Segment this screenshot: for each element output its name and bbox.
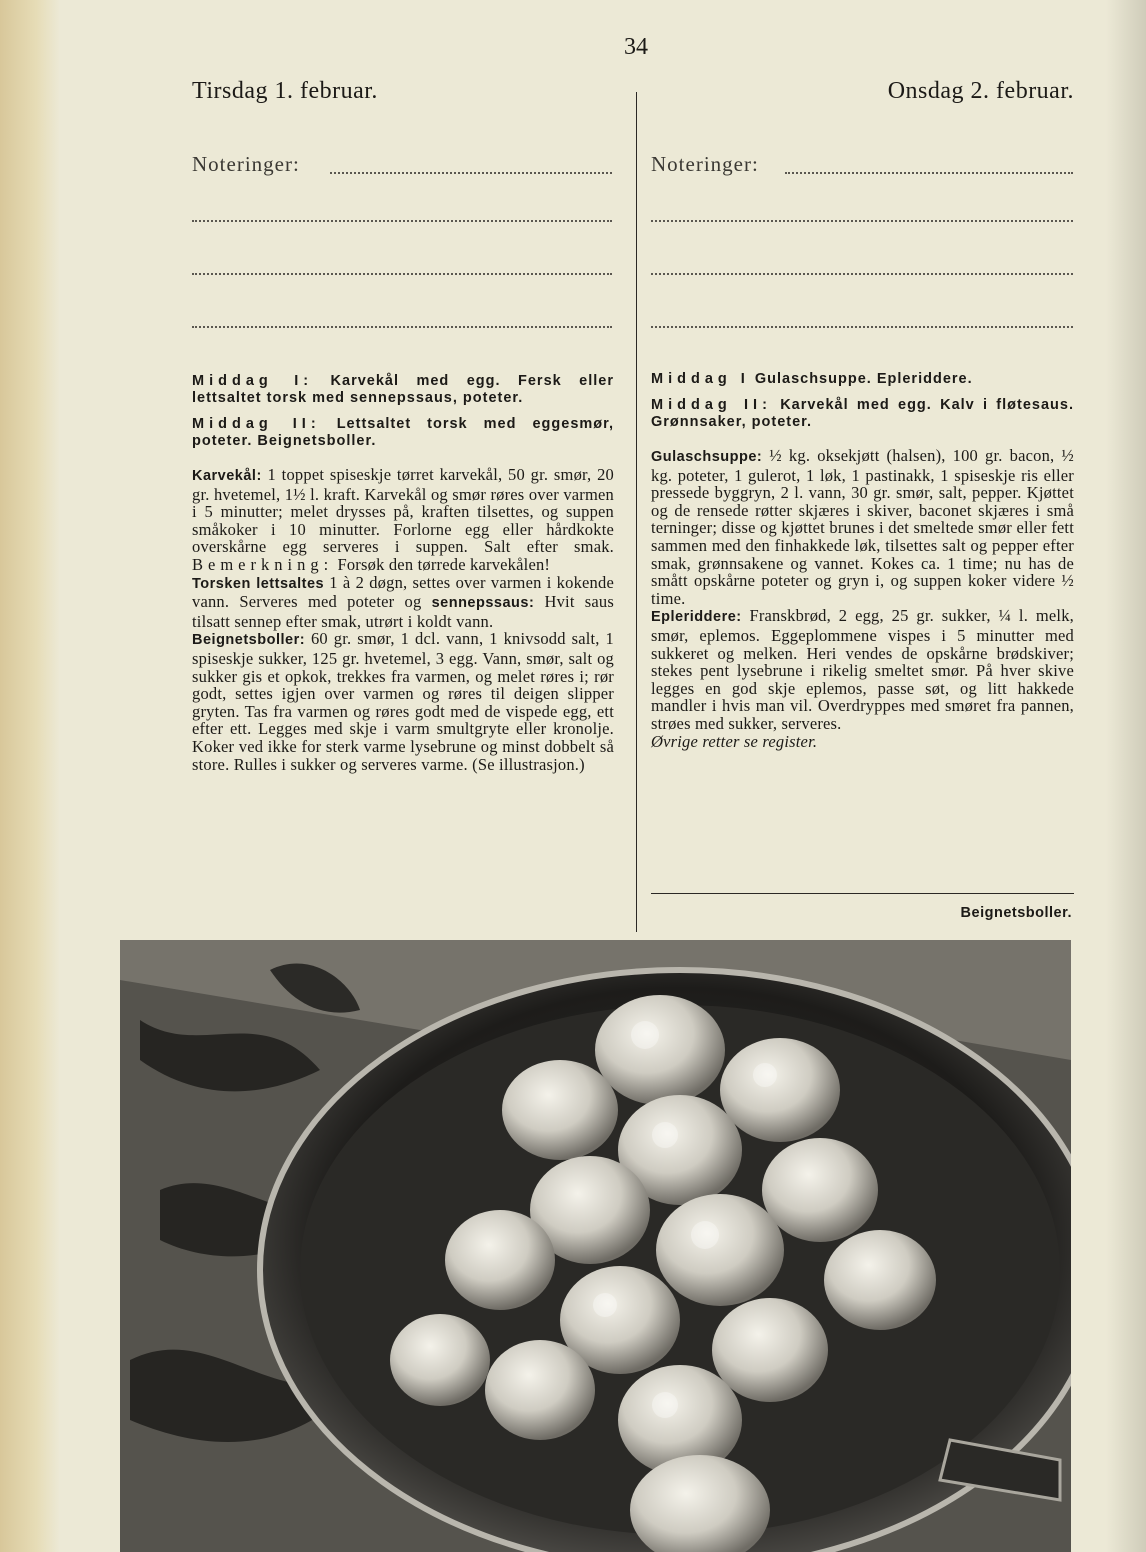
notes-line-right-3[interactable]: [651, 273, 1073, 275]
menu-text: Karvekål med egg. Kalv i fløtesaus. Grønnsaker, poteter.: [651, 397, 1074, 430]
recipe-label: Epleriddere:: [651, 609, 742, 626]
page-number: 34: [624, 34, 648, 60]
notes-line-right-4[interactable]: [651, 326, 1073, 328]
recipe-beignetsboller: [192, 630, 614, 773]
recipe-label: Beignetsboller:: [192, 632, 306, 649]
menu-text: Lettsaltet torsk med eggesmør, poteter. Beignetsboller.: [192, 416, 615, 449]
menu-label: Middag I: [651, 371, 750, 387]
menu-dinner-2-right: [651, 397, 1074, 431]
page-edge-right: [1106, 0, 1146, 1552]
notes-line-right-2[interactable]: [651, 220, 1073, 222]
menu-text: Karvekål med egg. Fersk eller lettsaltet torsk med sennepssaus, poteter.: [192, 373, 614, 406]
menu-label: Middag II:: [192, 416, 321, 432]
menu-dinner-1-right: [651, 371, 1074, 388]
recipe-text: 1 toppet spiseskje tørret karvekål, 50 gr. smør, 20 gr. hvetemel, 1½ l. kraft. Karvekål og smør røres over varmen i 5 minutter; melet drysses på, kraften tilsettes, og suppen småkoker i 10 minutter. Forlorne egg eller hårdkokte overskårne egg serveres i suppen. Salt efter smak.: [192, 465, 614, 557]
recipe-gulaschsuppe: [651, 447, 1074, 607]
notes-line-left-4[interactable]: [192, 326, 612, 328]
recipe-torsken: [192, 574, 614, 631]
recipe-label: Karvekål:: [192, 468, 262, 484]
notes-line-right-1[interactable]: [785, 172, 1073, 174]
beignets-illustration: [120, 940, 1071, 1552]
recipe-karvekal: [192, 466, 614, 574]
recipe-text: 60 gr. smør, 1 dcl. vann, 1 knivsodd salt, 1 spiseskje sukker, 125 gr. hvetemel, 3 egg. Vann, smør, salt og sukker gis et opkok, trekkes fra varmen, og melet røres i; rør godt, settes igjen over varmen og røres til deigen slipper gryten. Tas fra varmen og røres godt med de vispede egg, ett efter ett. Legges med skje i varm smultgryte eller kronolje. Koker ved ikke for sterk varme lysebrune og minst dobbelt så store. Rulles i sukker og serveres varme. (Se illustrasjon.): [192, 629, 615, 774]
notes-label-left: Noteringer:: [192, 152, 300, 176]
left-column: [192, 373, 614, 773]
caption-rule: [651, 893, 1074, 894]
notes-line-left-1[interactable]: [330, 172, 612, 174]
notes-label-right: Noteringer:: [651, 152, 759, 176]
column-divider: [636, 92, 637, 932]
menu-label: Middag II:: [651, 397, 772, 413]
recipe-epleriddere: [651, 607, 1074, 732]
day-title-tuesday: Tirsdag 1. februar.: [192, 78, 378, 104]
beignets-photo: [120, 940, 1071, 1552]
menu-dinner-1-left: [192, 373, 614, 407]
recipe-label: Torsken lettsaltes: [192, 575, 325, 592]
right-column: [651, 371, 1074, 750]
recipe-label: Gulaschsuppe:: [651, 449, 763, 465]
page-edge-left: [0, 0, 60, 1552]
recipe-text: 1 à 2 døgn, settes over varmen i kokende vann. Serveres med poteter og: [192, 572, 614, 612]
menu-label: Middag I:: [192, 373, 314, 389]
notes-line-left-2[interactable]: [192, 220, 612, 222]
photo-caption: Beignetsboller.: [960, 905, 1072, 921]
footer-note: Øvrige retter se register.: [651, 731, 818, 751]
recipe-text: Hvit saus tilsatt sennep efter smak, utrørt i koldt vann.: [192, 592, 614, 631]
menu-text: Gulaschsuppe. Epleriddere.: [754, 371, 973, 387]
note-label: Bemerkning:: [192, 554, 334, 574]
recipe-text: ½ kg. oksekjøtt (halsen), 100 gr. bacon, ½ kg. poteter, 1 gulerot, 1 løk, 1 pastinakk, 1 spiseskje ris eller pressede byggryn, 2 l. vann, 30 gr. smør, salt, pepper. Kjøttet og de rensede røtter skjæres i skiver, baconet skjæres i små terninger; disse og kjøttet brunes i det smeltede smør eller fett sammen med den finhakkede løk, tilsettes salt og pepper efter smak, grønnsakene og vannet. Kokes ca. 1 time; nu has de smått opskårne poteter og gryn i, og suppen koker videre ½ time.: [651, 446, 1074, 608]
recipe-label: sennepssaus:: [431, 595, 535, 612]
menu-dinner-2-left: [192, 416, 614, 450]
note-text: Forsøk den tørrede karvekålen!: [337, 554, 551, 574]
day-title-wednesday: Onsdag 2. februar.: [887, 78, 1074, 104]
recipe-text: Franskbrød, 2 egg, 25 gr. sukker, ¼ l. melk, smør, eplemos. Eggeplommene vispes i 5 minutter med sukkeret og melken. Heri vendes de opskårne brødskiver; stekes pent lysebrune i rikelig smeltet smør. På hver skive legges en god skje eplemos, passe søt, og litt hakkede mandler i hvis man vil. Overdryppes med smøret fra pannen, strøes med sukker, serveres.: [651, 606, 1074, 733]
notes-line-left-3[interactable]: [192, 273, 612, 275]
